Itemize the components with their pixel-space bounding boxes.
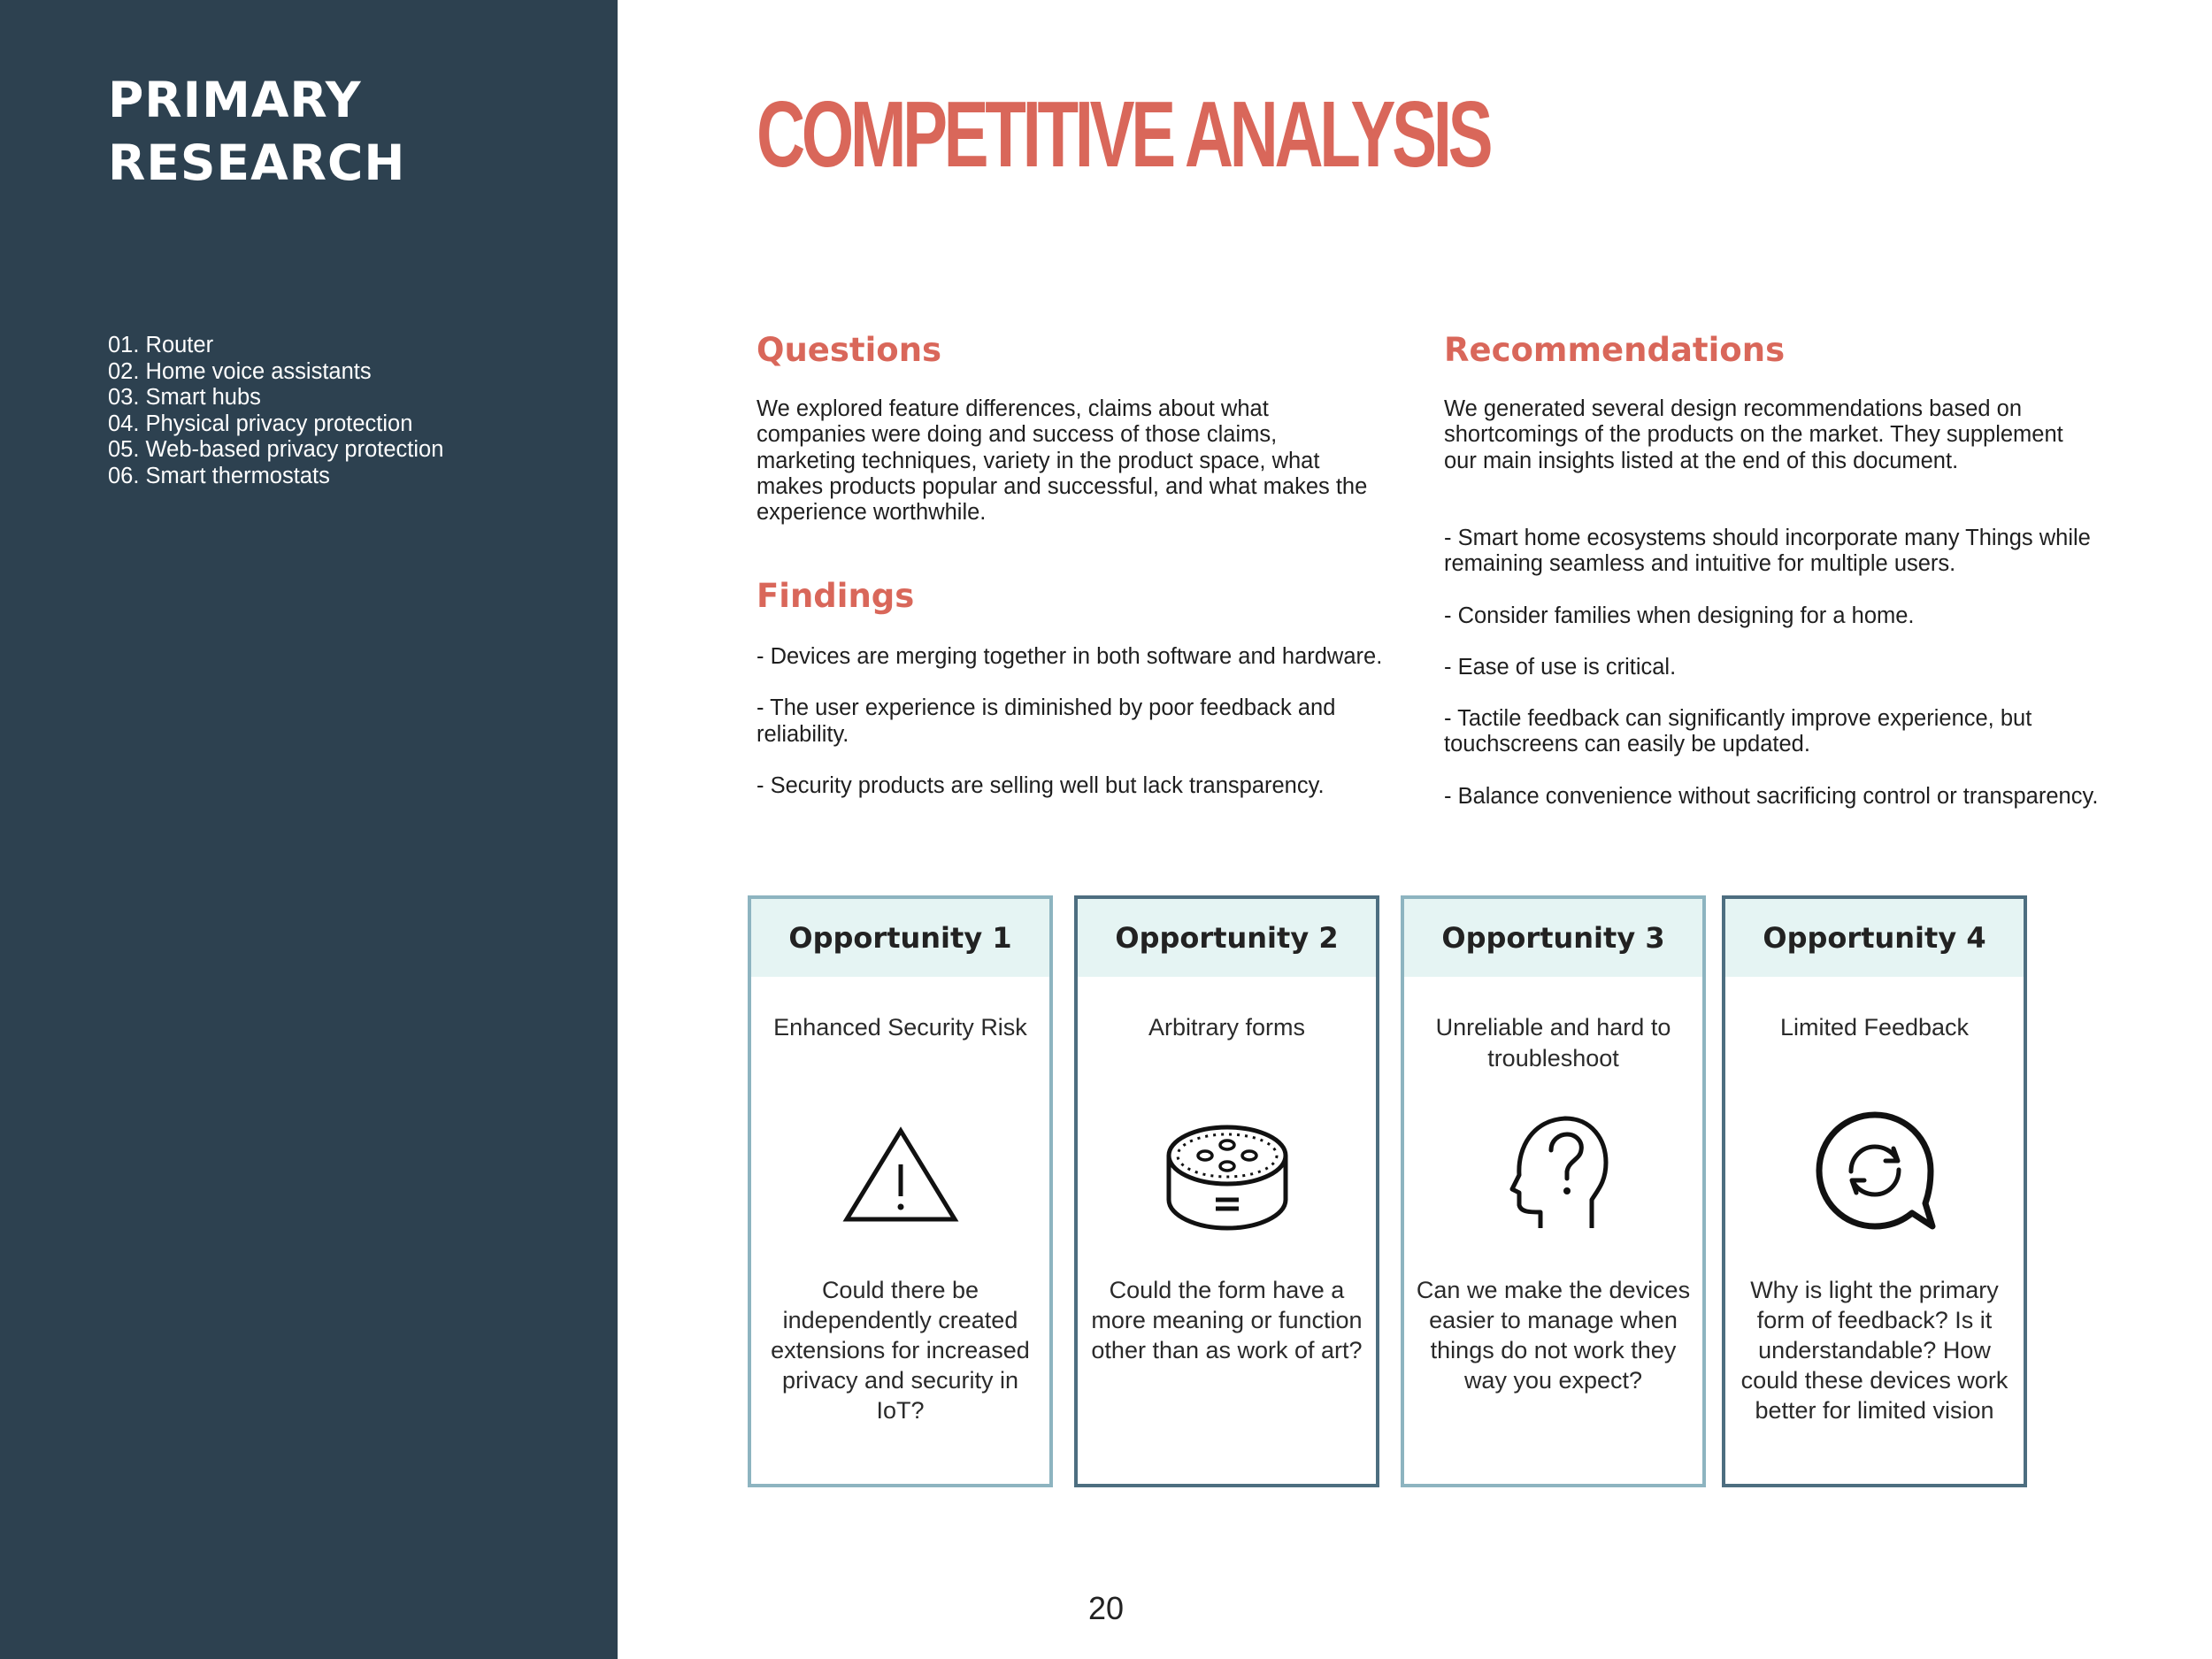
warning-triangle-icon [834,1104,967,1237]
opportunity-subtitle: Arbitrary forms [1148,1014,1306,1041]
opportunity-title: Opportunity 3 [1404,899,1702,977]
sidebar-item-smart-hubs: 03. Smart hubs [108,385,261,410]
opportunity-question: Could there be independently created extensions for increased privacy and security in IoT? [771,1277,1030,1424]
sidebar-contents-list [108,333,443,489]
recommendation-item: - Smart home ecosystems should incorporate many Things while remaining seamless and intuitive for multiple users. [1444,526,2091,577]
questions-heading: Questions [757,331,942,369]
opportunity-question: Could the form have a more meaning or function other than as work of art? [1091,1277,1363,1363]
findings-item: - Security products are selling well but lack transparency. [757,772,1325,798]
sidebar-item-router: 01. Router [108,333,214,357]
smart-speaker-icon [1161,1104,1294,1237]
sidebar-item-physical-privacy: 04. Physical privacy protection [108,411,413,436]
opportunity-title: Opportunity 1 [751,899,1049,977]
findings-heading: Findings [757,577,915,615]
head-question-icon [1487,1104,1620,1237]
sidebar-item-web-privacy: 05. Web-based privacy protection [108,437,444,462]
opportunity-card-4 [1722,895,2027,1487]
opportunity-card-1 [748,895,1053,1487]
findings-item: - Devices are merging together in both software and hardware. [757,644,1383,669]
recommendation-item: - Consider families when designing for a home. [1444,603,1915,628]
recommendations-intro: We generated several design recommendations based on shortcomings of the products on the market. They supplement our main insights listed at the end of this document. [1444,396,2063,473]
opportunity-question: Can we make the devices easier to manage when things do not work they way you expect? [1416,1277,1691,1394]
recommendation-item: - Ease of use is critical. [1444,654,1677,680]
opportunity-subtitle: Limited Feedback [1779,1014,1970,1041]
opportunity-title: Opportunity 2 [1078,899,1376,977]
questions-text: We explored feature differences, claims about what companies were doing and success of those claims, marketing techniques, variety in the product space, what makes products popular and successful, and what makes the experience worthwhile. [757,396,1368,526]
sidebar-title [108,69,568,195]
opportunity-title: Opportunity 4 [1725,899,2024,977]
sidebar-item-thermostats: 06. Smart thermostats [108,463,330,488]
recommendations-list [1444,526,2099,835]
sidebar-title-line2: RESEARCH [108,134,406,191]
findings-item: - The user experience is diminished by poor feedback and reliability. [757,695,1336,747]
opportunity-subtitle: Enhanced Security Risk [773,1014,1027,1041]
sidebar-title-line1: PRIMARY [108,72,362,128]
opportunity-question: Why is light the primary form of feedback? Is it understandable? How could these devices work better for limited vision [1740,1277,2008,1424]
opportunity-card-3 [1401,895,1706,1487]
page-title: COMPETITIVE ANALYSIS [757,82,1490,187]
sidebar-item-voice-assistants: 02. Home voice assistants [108,358,372,384]
recommendations-heading: Recommendations [1444,331,1786,369]
opportunity-card-2 [1074,895,1379,1487]
refresh-chat-icon [1809,1104,1941,1237]
findings-list [757,644,1385,825]
recommendation-item: - Tactile feedback can significantly improve experience, but touchscreens can easily be updated. [1444,706,2032,757]
recommendation-item: - Balance convenience without sacrificing control or transparency. [1444,783,2099,809]
page-number: 20 [1087,1590,1125,1626]
sidebar [0,0,618,1659]
opportunity-subtitle: Unreliable and hard to troubleshoot [1435,1014,1671,1071]
